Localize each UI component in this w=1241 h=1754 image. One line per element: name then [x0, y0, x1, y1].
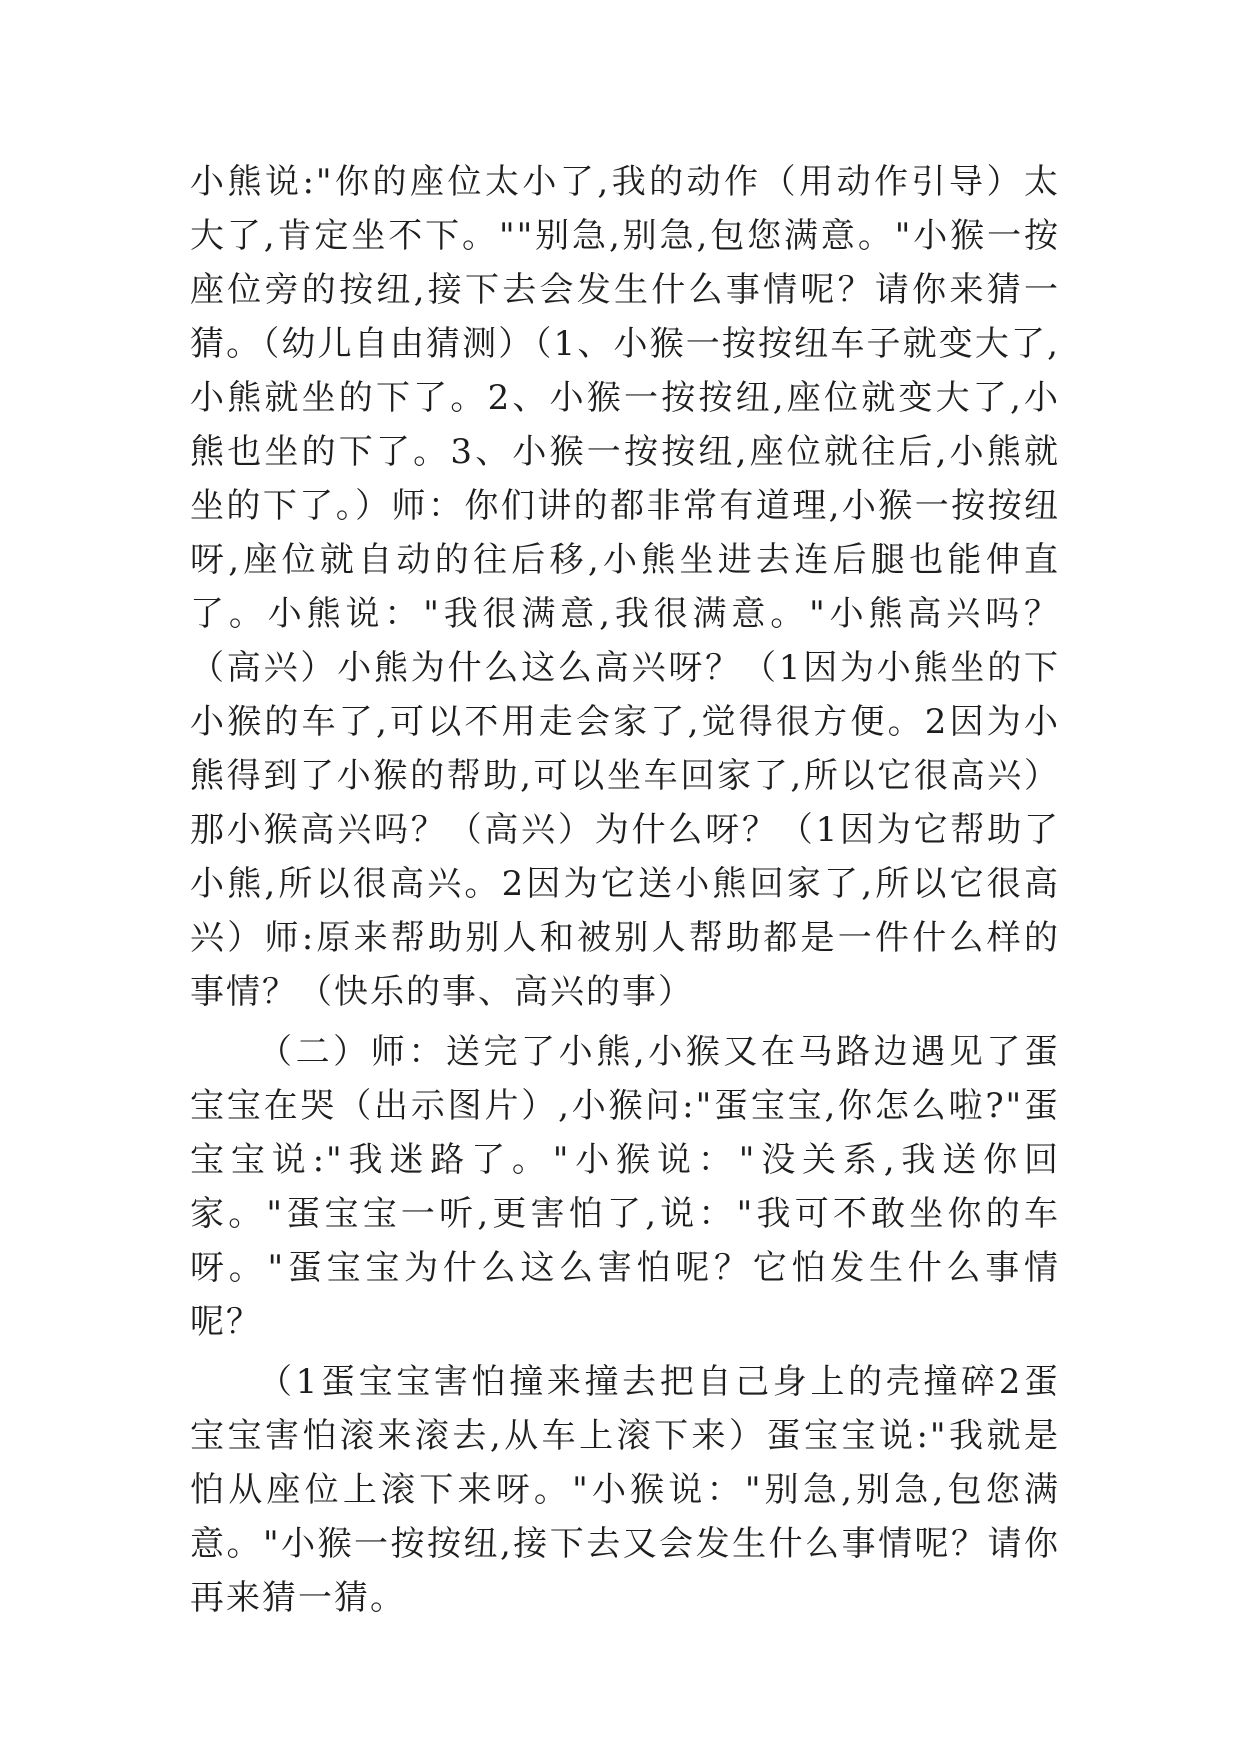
paragraph-bear-story: 小熊说:"你的座位太小了,我的动作（用动作引导）太大了,肯定坐不下。""别急,别急,包您满意。"小猴一按座位旁的按纽,接下去会发生什么事情呢？请你来猜一猜。（幼儿自由猜测）（1、小猴一按按纽车子就变大了,小熊就坐的下了。2、小猴一按按纽,座位就变大了,小熊也坐的下了。3、小猴一按按纽,座位就往后,小熊就坐的下了。）师：你们讲的都非常有道理,小猴一按按纽呀,座位就自动的往后移,小熊坐进去连后腿也能伸直了。小熊说："我很满意,我很满意。"小熊高兴吗？（高兴）小熊为什么这么高兴呀？（1因为小熊坐的下小猴的车了,可以不用走会家了,觉得很方便。2因为小熊得到了小猴的帮助,可以坐车回家了,所以它很高兴）那小猴高兴吗？（高兴）为什么呀？（1因为它帮助了小熊,所以很高兴。2因为它送小熊回家了,所以它很高兴）师:原来帮助别人和被别人帮助都是一件什么样的事情？（快乐的事、高兴的事） — [190, 162, 1060, 1012]
paragraph-egg-baby-intro: （二）师：送完了小熊,小猴又在马路边遇见了蛋宝宝在哭（出示图片）,小猴问:"蛋宝宝,你怎么啦?"蛋宝宝说:"我迷路了。"小猴说："没关系,我送你回家。"蛋宝宝一听,更害怕了,说："我可不敢坐你的车呀。"蛋宝宝为什么这么害怕呢？它怕发生什么事情呢？ — [190, 1032, 1060, 1342]
document-body — [190, 155, 1060, 1625]
paragraph-egg-baby-guess: （1蛋宝宝害怕撞来撞去把自己身上的壳撞碎2蛋宝宝害怕滚来滚去,从车上滚下来）蛋宝宝说:"我就是怕从座位上滚下来呀。"小猴说："别急,别急,包您满意。"小猴一按按纽,接下去又会发生什么事情呢？请你再来猜一猜。 — [190, 1362, 1060, 1618]
